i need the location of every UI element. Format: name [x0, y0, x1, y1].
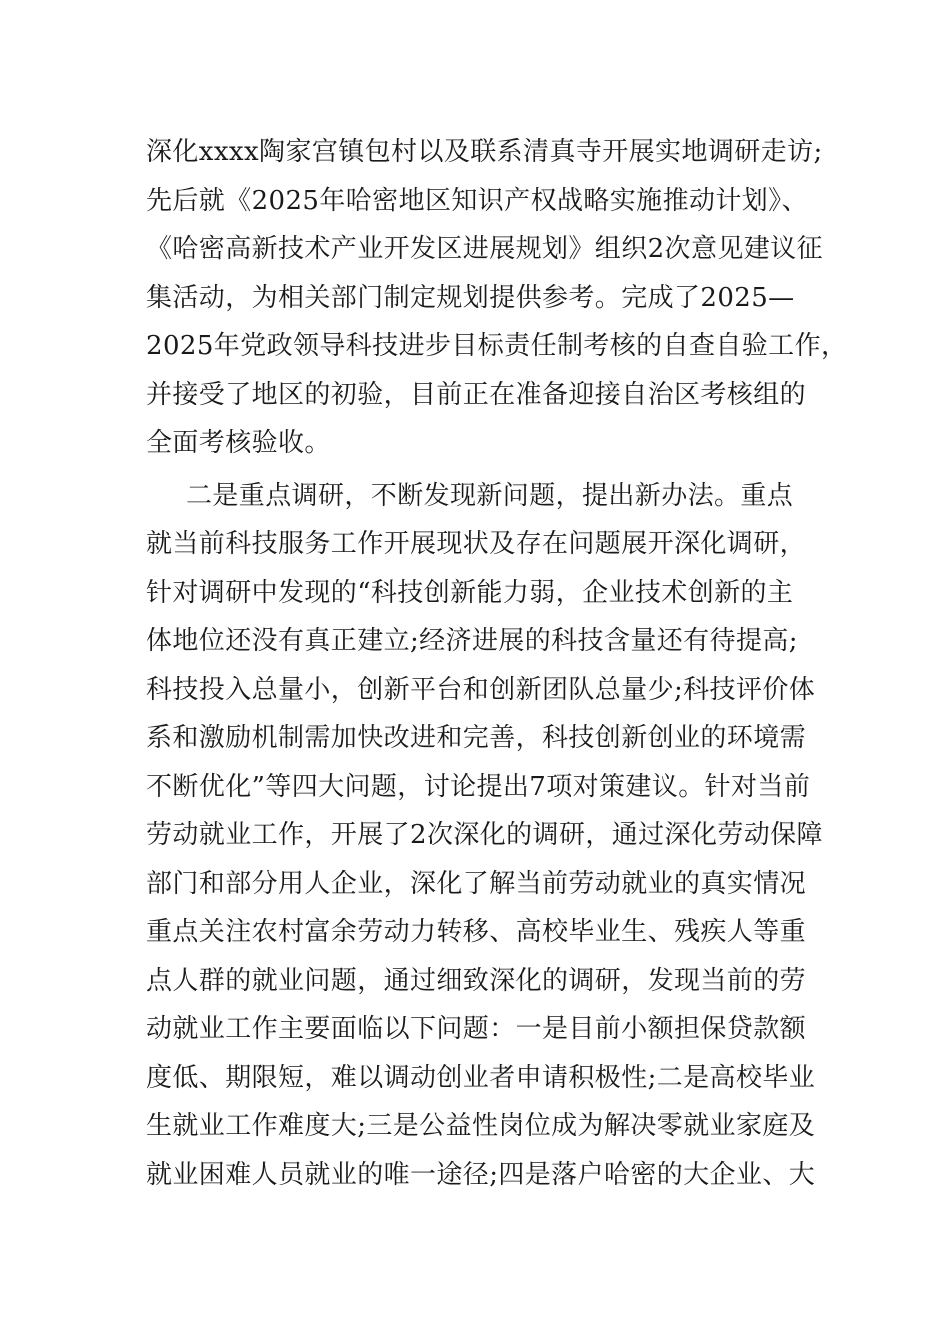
paragraph-line: 科技投入总量小，创新平台和创新团队总量少;科技评价体: [146, 674, 816, 705]
paragraph-line: 深化xxxx陶家宫镇包村以及联系清真寺开展实地调研走访;: [146, 137, 823, 167]
paragraph-line: 劳动就业工作，开展了2次深化的调研，通过深化劳动保障: [146, 820, 823, 850]
paragraph-line: 全面考核验收。: [146, 428, 331, 458]
paragraph-line: 不断优化”等四大问题，讨论提出7项对策建议。针对当前: [146, 771, 811, 802]
document-body: [146, 128, 848, 1199]
paragraph-line: 2025年党政领导科技进步目标责任制考核的自查自验工作，: [146, 331, 848, 361]
paragraph-line: 重点关注农村富余劳动力转移、高校毕业生、残疾人等重: [146, 917, 807, 947]
paragraph-line: 度低、期限短，难以调动创业者申请积极性;二是高校毕业: [146, 1062, 816, 1093]
paragraph-line: 点人群的就业问题，通过细致深化的调研，发现当前的劳: [146, 965, 807, 996]
paragraph-line: 先后就《2025年哈密地区知识产权战略实施推动计划》、: [146, 185, 808, 216]
paragraph-line: 体地位还没有真正建立;经济进展的科技含量还有待提高;: [146, 626, 798, 656]
paragraph-line: 生就业工作难度大;三是公益性岗位成为解决零就业家庭及: [146, 1111, 816, 1141]
paragraph-line: 系和激励机制需加快改进和完善，科技创新创业的环境需: [146, 723, 807, 753]
paragraph-1: [146, 128, 848, 468]
paragraph-line: 并接受了地区的初验，目前正在准备迎接自治区考核组的: [146, 379, 807, 410]
paragraph-line: 部门和部分用人企业，深化了解当前劳动就业的真实情况: [146, 868, 807, 899]
paragraph-line: 就业困难人员就业的唯一途径;四是落户哈密的大企业、大: [146, 1159, 816, 1190]
paragraph-line: 集活动，为相关部门制定规划提供参考。完成了2025—: [146, 282, 795, 313]
paragraph-line: 动就业工作主要面临以下问题：一是目前小额担保贷款额: [146, 1014, 807, 1044]
paragraph-line: 二是重点调研，不断发现新问题，提出新办法。重点: [186, 480, 794, 511]
paragraph-line: 《哈密高新技术产业开发区进展规划》组织2次意见建议征: [146, 234, 823, 264]
paragraph-line: 就当前科技服务工作开展现状及存在问题展开深化调研，: [146, 529, 807, 559]
paragraph-2: [146, 472, 823, 1200]
paragraph-line: 针对调研中发现的“科技创新能力弱，企业技术创新的主: [146, 577, 794, 608]
